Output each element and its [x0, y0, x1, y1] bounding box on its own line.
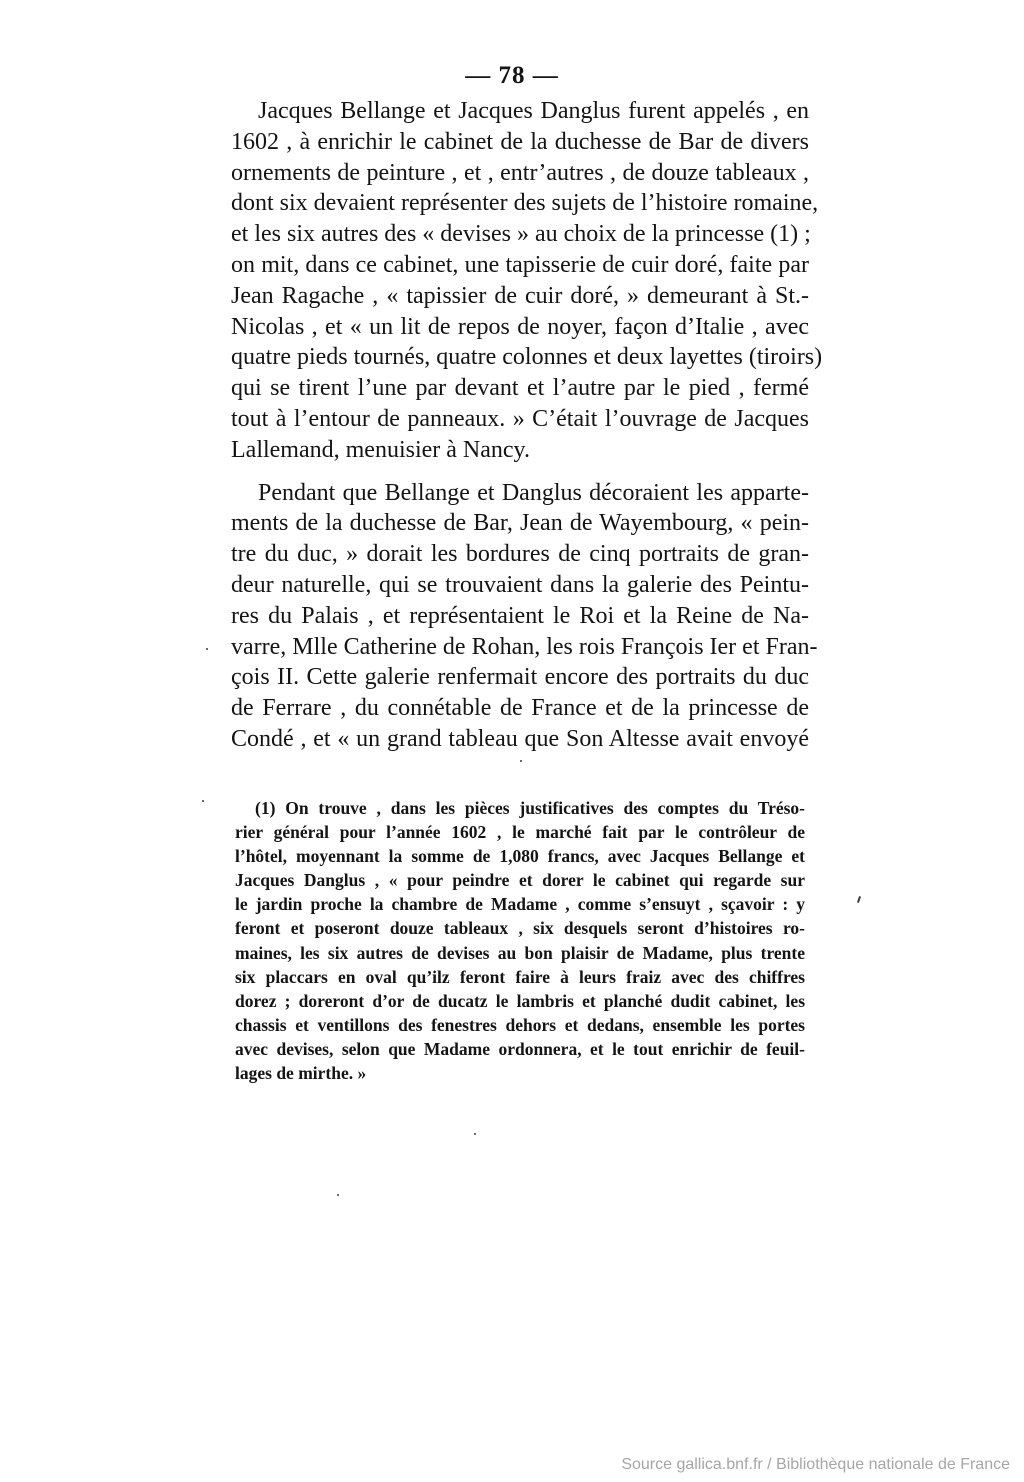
text-line: dont six devaient représenter des sujets de l’histoire romaine, — [231, 190, 819, 217]
text-line: ments de la duchesse de Bar, Jean de Wayembourg, « pein- — [231, 510, 809, 537]
text-line: et les six autres des « devises » au choix de la princesse (1) ; — [231, 221, 811, 248]
footnote-line: avec devises, selon que Madame ordonnera, et le tout enrichir de feuil- — [235, 1038, 805, 1059]
footnote-line: (1) On trouve , dans les pièces justificatives des comptes du Tréso- — [255, 798, 805, 818]
footnote-line: rier général pour l’année 1602 , le marché fait par le contrôleur de — [235, 822, 805, 843]
text-line: Pendant que Bellange et Danglus décoraient les apparte- — [258, 479, 809, 506]
text-line: Nicolas , et « un lit de repos de noyer, façon d’Italie , avec — [231, 313, 809, 340]
scan-speck — [337, 1194, 339, 1196]
text-line: tout à l’entour de panneaux. » C’était l’ouvrage de Jacques — [231, 405, 809, 432]
text-line: çois II. Cette galerie renfermait encore des portraits du duc — [231, 664, 809, 691]
footnote-line: lages de mirthe. » — [235, 1063, 367, 1084]
text-line: Lallemand, menuisier à Nancy. — [231, 436, 530, 463]
scan-speck — [474, 1133, 476, 1135]
text-line: on mit, dans ce cabinet, une tapisserie de cuir doré, faite par — [231, 251, 809, 278]
body-text — [231, 96, 823, 755]
footnote-line: maines, les six autres de devises au bon plaisir de Madame, plus trente — [235, 942, 805, 963]
text-line: de Ferrare , du connétable de France et de la princesse de — [231, 695, 809, 722]
text-line: Jean Ragache , « tapissier de cuir doré, » demeurant à St.- — [231, 282, 809, 309]
text-line: 1602 , à enrichir le cabinet de la duchesse de Bar de divers — [231, 128, 809, 155]
scan-speck — [857, 896, 861, 903]
scan-speck — [202, 800, 204, 802]
scan-speck — [520, 760, 522, 762]
footnote-line: six placcars en oval qu’ilz feront faire à leurs fraiz avec des chiffres — [235, 966, 805, 987]
footnote-line: feront et poseront douze tableaux , six desquels seront d’histoires ro- — [235, 918, 805, 939]
text-line: tre du duc, » dorait les bordures de cinq portraits de gran- — [231, 541, 809, 568]
footnote-line: Jacques Danglus , « pour peindre et dorer le cabinet qui regarde sur — [235, 870, 805, 891]
source-credit: Source gallica.bnf.fr / Bibliothèque nationale de France — [621, 1456, 1010, 1473]
text-line: qui se tirent l’une par devant et l’autre par le pied , fermé — [231, 375, 809, 402]
text-line: quatre pieds tournés, quatre colonnes et deux layettes (tiroirs) — [231, 344, 823, 371]
scan-speck — [206, 648, 208, 650]
footnote-line: l’hôtel, moyennant la somme de 1,080 francs, avec Jacques Bellange et — [235, 846, 805, 867]
page-number: — 78 — — [465, 62, 559, 89]
footnote-line: chassis et ventillons des fenestres dehors et dedans, ensemble les portes — [235, 1014, 805, 1035]
text-line: varre, Mlle Catherine de Rohan, les rois François Ier et Fran- — [231, 633, 818, 660]
text-line: deur naturelle, qui se trouvaient dans la galerie des Peintu- — [231, 571, 809, 598]
text-line: Jacques Bellange et Jacques Danglus furent appelés , en — [258, 98, 809, 124]
text-line: res du Palais , et représentaient le Roi et la Reine de Na- — [231, 602, 809, 629]
footnote-line: dorez ; doreront d’or de ducatz le lambris et planché dudit cabinet, les — [235, 990, 805, 1011]
text-line: Condé , et « un grand tableau que Son Altesse avait envoyé — [231, 725, 809, 752]
footnote — [235, 796, 805, 1085]
text-line: ornements de peinture , et , entr’autres , de douze tableaux , — [231, 159, 809, 186]
footnote-line: le jardin proche la chambre de Madame , comme s’ensuyt , sçavoir : y — [235, 894, 805, 915]
